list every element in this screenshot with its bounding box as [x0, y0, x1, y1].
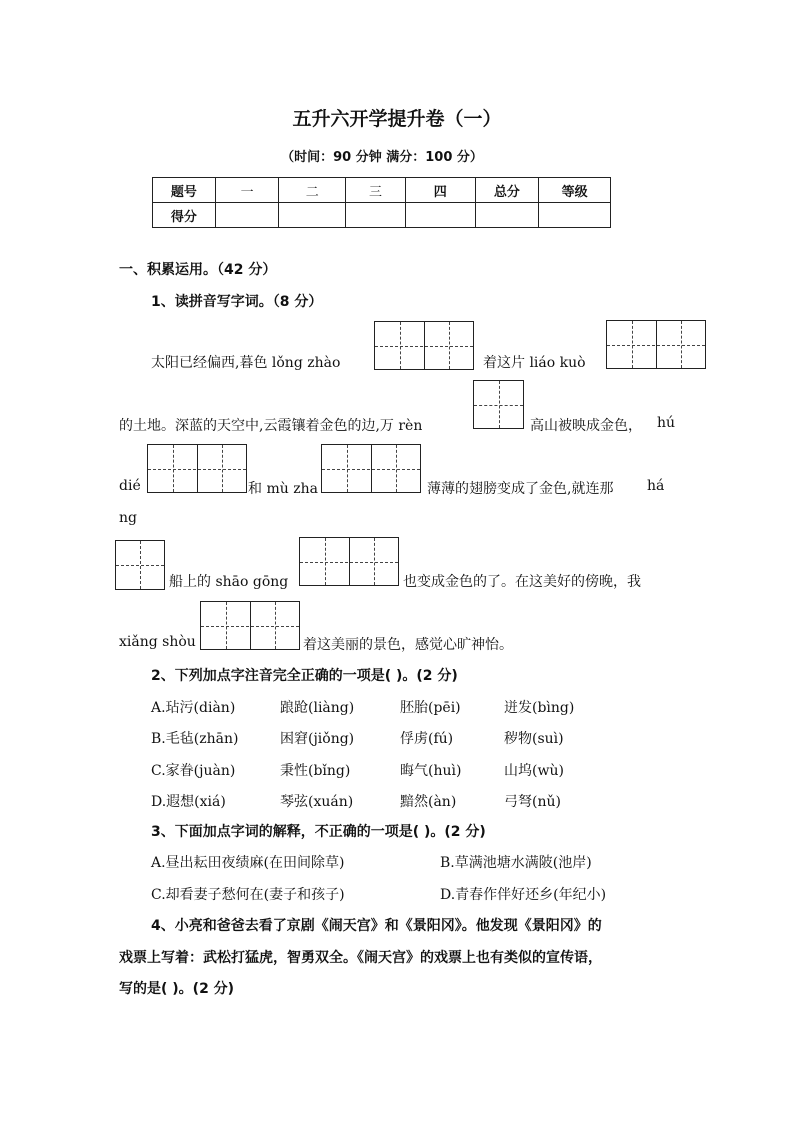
table-cell: 得分 — [153, 203, 216, 228]
option-item: 俘虏(fú) — [400, 731, 454, 747]
option-item: 秽物(suì) — [504, 731, 564, 747]
option-b[interactable]: B.毛毡(zhān) — [151, 731, 239, 747]
q1-text: hú — [657, 415, 676, 431]
score-table-header-row — [153, 178, 611, 203]
question-1-title: 1、读拼音写字词。（8 分） — [151, 294, 323, 310]
answer-box[interactable] — [321, 444, 421, 493]
q1-text: 着这美丽的景色，感觉心旷神怡。 — [303, 637, 513, 653]
q1-text: há — [647, 478, 665, 494]
table-cell: 三 — [346, 178, 406, 203]
option-item: 黯然(àn) — [400, 794, 457, 810]
option-item: 晦气(huì) — [400, 763, 462, 779]
answer-box[interactable] — [606, 320, 706, 369]
page-title: 五升六开学提升卷（一） — [292, 108, 502, 130]
q1-text: 和 mù zha — [248, 481, 318, 497]
option-c[interactable]: C.却看妻子愁何在(妻子和孩子) — [151, 887, 345, 903]
page-subtitle: （时间：90 分钟 满分：100 分） — [281, 150, 483, 165]
table-cell: 总分 — [475, 178, 539, 203]
q1-text: 船上的 shāo gōng — [169, 574, 289, 590]
q1-text: ng — [119, 510, 137, 526]
question-4-line: 写的是( )。(2 分) — [119, 981, 235, 997]
q1-text: 高山被映成金色， — [530, 418, 642, 434]
score-input-cell[interactable] — [539, 203, 611, 228]
answer-box[interactable] — [473, 380, 524, 429]
table-cell: 题号 — [153, 178, 216, 203]
option-item: 踉跄(liàng) — [280, 700, 355, 716]
answer-box[interactable] — [200, 601, 300, 650]
option-item: 迸发(bìng) — [504, 700, 575, 716]
option-item: 弓弩(nǔ) — [504, 794, 561, 810]
question-2-title: 2、下列加点字注音完全正确的一项是( )。(2 分) — [151, 668, 458, 684]
question-4-line: 4、小亮和爸爸去看了京剧《闹天宫》和《景阳冈》。他发现《景阳冈》的 — [151, 918, 602, 934]
score-table-score-row — [153, 203, 611, 228]
table-cell: 一 — [215, 178, 279, 203]
q1-text: 着这片 liáo kuò — [483, 355, 586, 371]
score-input-cell[interactable] — [475, 203, 539, 228]
answer-box[interactable] — [374, 321, 474, 370]
option-item: 秉性(bǐng) — [280, 763, 351, 779]
q1-text: dié — [119, 478, 141, 494]
option-d[interactable]: D.遐想(xiá) — [151, 794, 226, 810]
q1-text: 太阳已经偏西,暮色 lǒng zhào — [151, 355, 341, 371]
option-item: 琴弦(xuán) — [280, 794, 354, 810]
option-item: 胚胎(pēi) — [400, 700, 461, 716]
option-d[interactable]: D.青春作伴好还乡(年纪小) — [440, 887, 607, 903]
q1-text: 的土地。深蓝的天空中,云霞镶着金色的边,万 rèn — [119, 418, 423, 434]
option-a[interactable]: A.玷污(diàn) — [151, 700, 236, 716]
score-input-cell[interactable] — [405, 203, 475, 228]
option-c[interactable]: C.家眷(juàn) — [151, 763, 236, 779]
section-heading: 一、积累运用。（42 分） — [119, 262, 277, 278]
table-cell: 等级 — [539, 178, 611, 203]
option-item: 山坞(wù) — [504, 763, 564, 779]
table-cell: 二 — [279, 178, 346, 203]
q1-text: 也变成金色的了。在这美好的傍晚，我 — [403, 574, 641, 590]
score-table — [152, 177, 611, 228]
question-4-line: 戏票上写着：武松打猛虎，智勇双全。《闹天宫》的戏票上也有类似的宣传语， — [119, 950, 602, 966]
option-a[interactable]: A.昼出耘田夜绩麻(在田间除草) — [151, 855, 345, 871]
score-input-cell[interactable] — [346, 203, 406, 228]
table-cell: 四 — [405, 178, 475, 203]
answer-box[interactable] — [115, 540, 165, 590]
answer-box[interactable] — [147, 444, 247, 493]
score-input-cell[interactable] — [279, 203, 346, 228]
question-3-title: 3、下面加点字词的解释，不正确的一项是( )。(2 分) — [151, 824, 486, 840]
answer-box[interactable] — [299, 537, 399, 586]
q1-text: xiǎng shòu — [119, 634, 196, 650]
q1-text: 薄薄的翅膀变成了金色,就连那 — [427, 481, 614, 497]
option-b[interactable]: B.草满池塘水满陂(池岸) — [440, 855, 592, 871]
score-input-cell[interactable] — [215, 203, 279, 228]
option-item: 困窘(jiǒng) — [280, 731, 355, 747]
